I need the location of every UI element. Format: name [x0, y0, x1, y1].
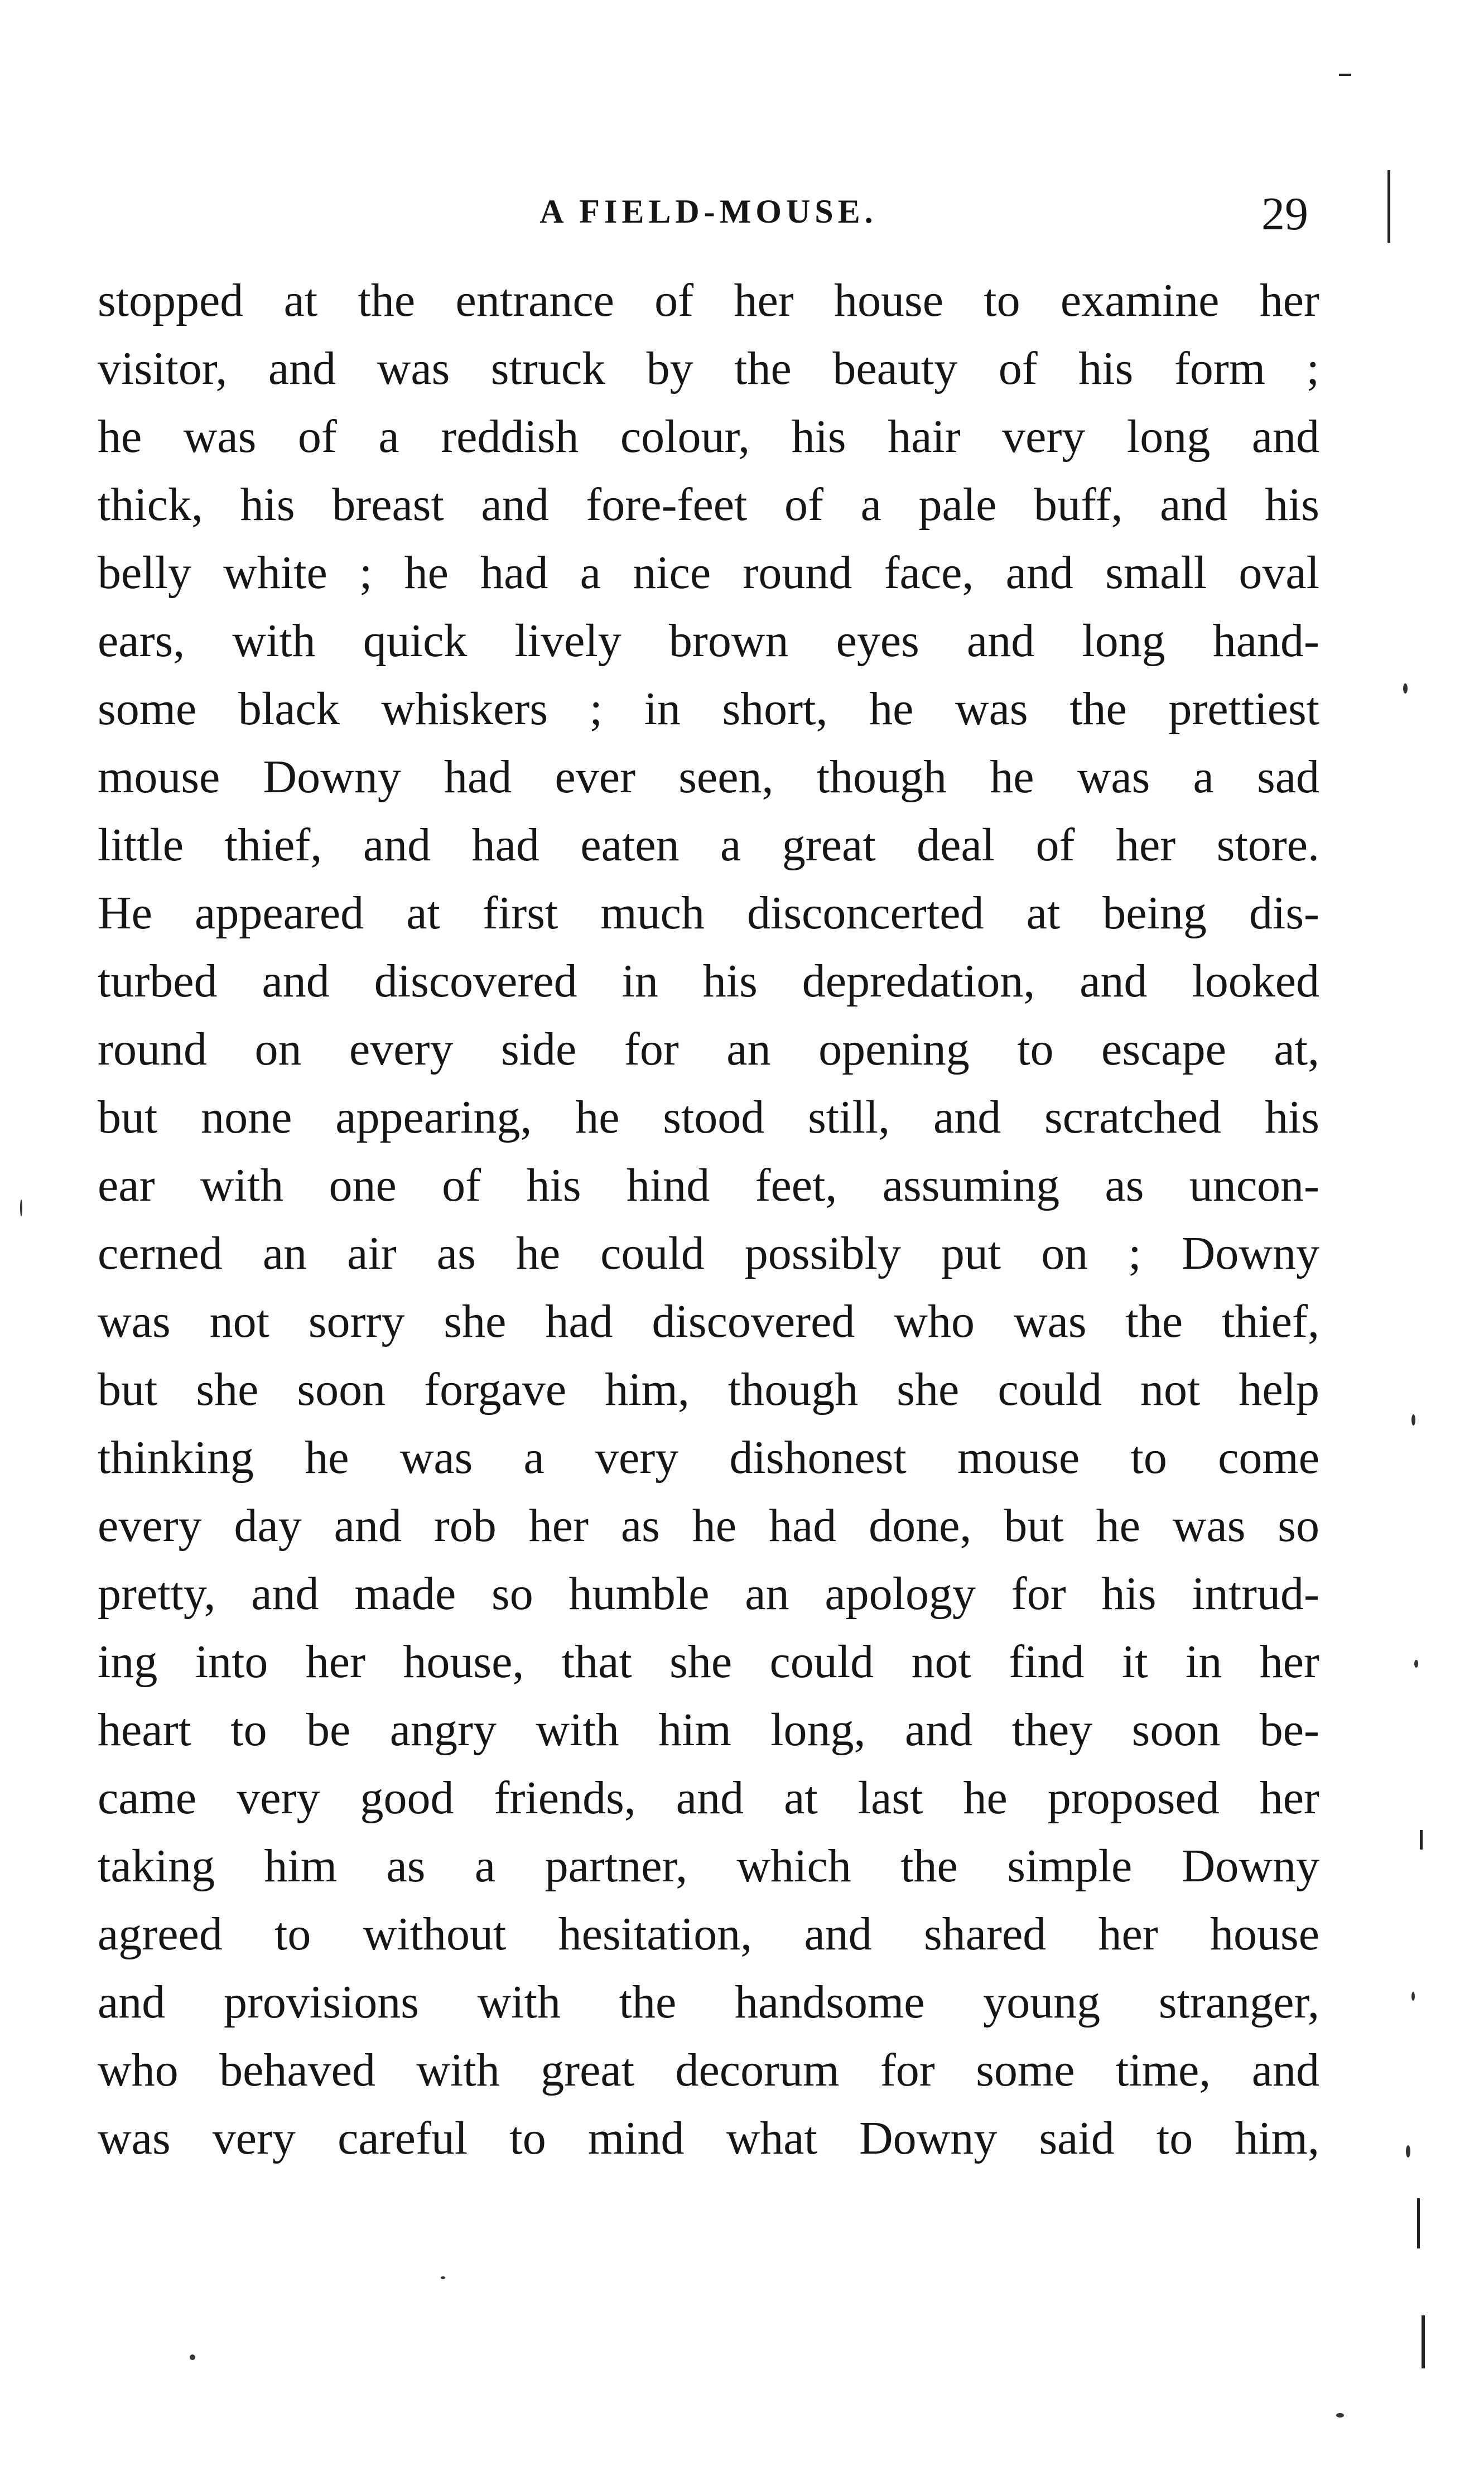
- scan-speck: [1403, 683, 1408, 694]
- scan-speck: [1336, 2413, 1344, 2418]
- text-line: was very careful to mind what Downy said to him,: [98, 2112, 1319, 2164]
- text-line: who behaved with great decorum for some time, and: [98, 2044, 1319, 2096]
- text-line: thinking he was a very dishonest mouse to come: [98, 1432, 1319, 1484]
- text-line: He appeared at first much disconcerted at being dis-: [98, 887, 1319, 939]
- scan-edge-mark: [1387, 170, 1390, 243]
- scan-speck: [1406, 2145, 1410, 2158]
- text-line: taking him as a partner, which the simple Downy: [98, 1840, 1319, 1892]
- text-line: was not sorry she had discovered who was the thief,: [98, 1296, 1319, 1347]
- text-line: pretty, and made so humble an apology for his intrud-: [98, 1568, 1319, 1620]
- text-line: every day and rob her as he had done, but he was so: [98, 1500, 1319, 1552]
- text-line: ears, with quick lively brown eyes and long hand-: [98, 615, 1319, 667]
- text-line: heart to be angry with him long, and they soon be-: [98, 1704, 1319, 1756]
- scan-edge-mark: [1339, 74, 1351, 76]
- text-line: stopped at the entrance of her house to examine her: [98, 275, 1319, 326]
- text-line: mouse Downy had ever seen, though he was a sad: [98, 751, 1319, 803]
- text-line: round on every side for an opening to escape at,: [98, 1023, 1319, 1075]
- running-head: [98, 187, 1319, 254]
- text-line: but she soon forgave him, though she could not help: [98, 1364, 1319, 1415]
- scan-speck: [441, 2276, 445, 2279]
- scan-speck: [190, 2354, 195, 2360]
- scan-edge-mark: [1417, 2198, 1420, 2248]
- scan-edge-mark: [1422, 2315, 1425, 2368]
- text-line: turbed and discovered in his depredation, and looked: [98, 955, 1319, 1007]
- text-line: ear with one of his hind feet, assuming as uncon-: [98, 1159, 1319, 1211]
- text-line: ing into her house, that she could not find it in her: [98, 1636, 1319, 1688]
- scan-speck: [20, 1200, 22, 1216]
- text-line: thick, his breast and fore-feet of a pale buff, and his: [98, 479, 1319, 531]
- text-line: visitor, and was struck by the beauty of his form ;: [98, 343, 1319, 394]
- running-title: A FIELD-MOUSE.: [539, 193, 878, 230]
- text-line: agreed to without hesitation, and shared her house: [98, 1908, 1319, 1960]
- text-line: some black whiskers ; in short, he was the prettiest: [98, 683, 1319, 735]
- body-text: [98, 267, 1319, 2173]
- text-line: came very good friends, and at last he proposed her: [98, 1772, 1319, 1824]
- scan-edge-mark: [1420, 1830, 1423, 1850]
- page-number: 29: [1261, 188, 1308, 240]
- text-line: and provisions with the handsome young stranger,: [98, 1976, 1319, 2028]
- scan-speck: [1411, 1414, 1415, 1426]
- text-line: little thief, and had eaten a great deal of her store.: [98, 819, 1319, 871]
- text-line: he was of a reddish colour, his hair very long and: [98, 411, 1319, 463]
- scan-speck: [1411, 1992, 1415, 2001]
- scan-speck: [1414, 1660, 1418, 1668]
- text-line: belly white ; he had a nice round face, and small oval: [98, 547, 1319, 599]
- text-line: cerned an air as he could possibly put on ; Downy: [98, 1227, 1319, 1279]
- text-line: but none appearing, he stood still, and scratched his: [98, 1091, 1319, 1143]
